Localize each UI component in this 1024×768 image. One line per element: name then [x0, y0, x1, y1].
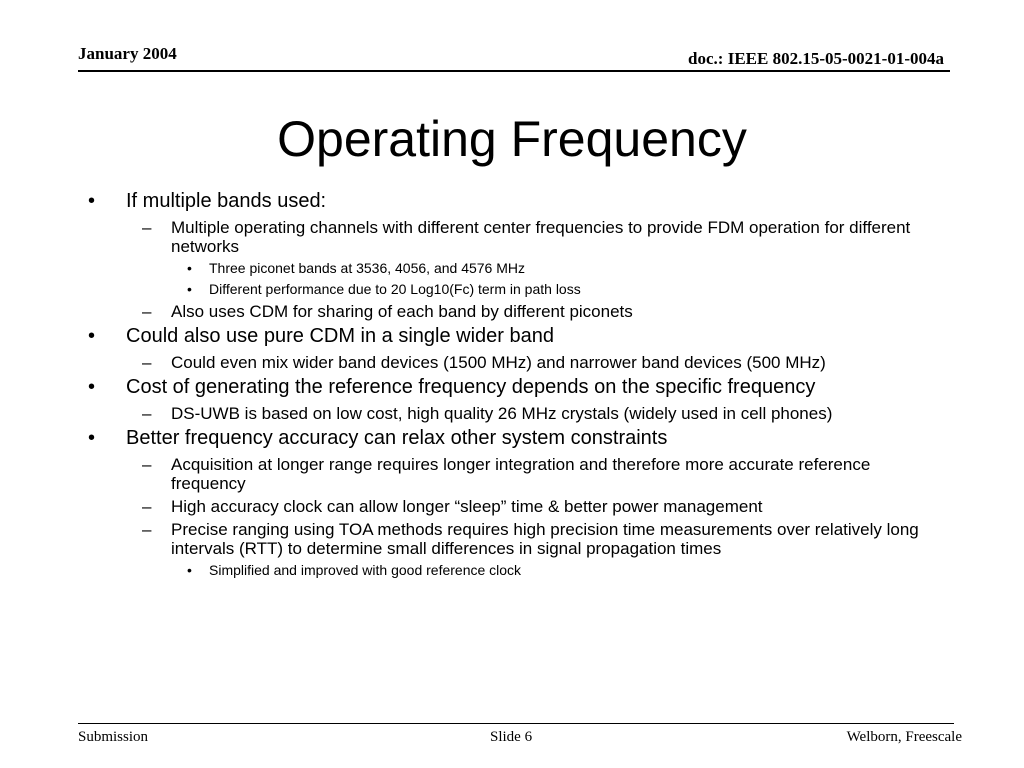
bullet-dot-icon: •: [187, 562, 192, 578]
footer-submission: Submission: [78, 729, 149, 745]
bullet-text: Acquisition at longer range requires longer integration and therefore more accurate reference frequency: [171, 455, 871, 493]
bullet-item: [0, 404, 946, 423]
bullet-text: Could even mix wider band devices (1500 MHz) and narrower band devices (500 MHz): [171, 353, 826, 372]
bullet-item: [0, 302, 946, 321]
bullet-dash-icon: –: [142, 404, 152, 423]
bullet-text: Better frequency accuracy can relax other system constraints: [126, 427, 668, 449]
bullet-text: DS-UWB is based on low cost, high quality 26 MHz crystals (widely used in cell phones): [171, 404, 833, 423]
bullet-text: Could also use pure CDM in a single wider band: [126, 325, 555, 347]
bullet-text: Simplified and improved with good reference clock: [209, 562, 522, 578]
slide-body: [0, 190, 1024, 583]
bullet-dot-icon: •: [88, 190, 96, 212]
header-date: January 2004: [78, 44, 177, 63]
bullet-dash-icon: –: [142, 302, 152, 321]
bullet-text: If multiple bands used:: [126, 190, 327, 212]
bullet-item: [0, 520, 946, 558]
footer-slide-number: Slide 6: [490, 729, 533, 745]
bullet-dash-icon: –: [142, 218, 152, 237]
bullet-dash-icon: –: [142, 497, 152, 516]
bullet-item: [0, 497, 946, 516]
bullet-item: [0, 455, 946, 493]
bullet-text: High accuracy clock can allow longer “sleep” time & better power management: [171, 497, 763, 516]
bullet-item: [0, 325, 946, 348]
bullet-text: Precise ranging using TOA methods requires high precision time measurements over relatively long intervals (RTT) to determine small differences in signal propagation times: [171, 520, 919, 558]
footer-author: Welborn, Freescale: [846, 729, 962, 745]
footer-divider: [78, 723, 954, 724]
bullet-item: [0, 218, 946, 256]
bullet-item: [0, 376, 946, 399]
bullet-dash-icon: –: [142, 520, 152, 539]
bullet-item: [0, 190, 946, 213]
bullet-dash-icon: –: [142, 353, 152, 372]
bullet-dot-icon: •: [88, 376, 96, 398]
bullet-item: [0, 281, 929, 298]
bullet-text: Multiple operating channels with different center frequencies to provide FDM operation for different networks: [171, 218, 911, 256]
slide-title: Operating Frequency: [277, 111, 747, 167]
bullet-item: [0, 353, 946, 372]
bullet-dash-icon: –: [142, 455, 152, 474]
bullet-text: Cost of generating the reference frequency depends on the specific frequency: [126, 376, 816, 398]
bullet-item: [0, 260, 929, 277]
bullet-dot-icon: •: [187, 260, 192, 276]
header-doc-id: doc.: IEEE 802.15-05-0021-01-004a: [688, 49, 944, 68]
bullet-text: Different performance due to 20 Log10(Fc) term in path loss: [209, 281, 581, 297]
bullet-item: [0, 562, 929, 579]
bullet-dot-icon: •: [88, 427, 96, 449]
bullet-item: [0, 427, 946, 450]
header-divider: [78, 70, 950, 72]
bullet-dot-icon: •: [88, 325, 96, 347]
bullet-dot-icon: •: [187, 281, 192, 297]
bullet-text: Also uses CDM for sharing of each band by different piconets: [171, 302, 633, 321]
bullet-text: Three piconet bands at 3536, 4056, and 4576 MHz: [209, 260, 525, 276]
